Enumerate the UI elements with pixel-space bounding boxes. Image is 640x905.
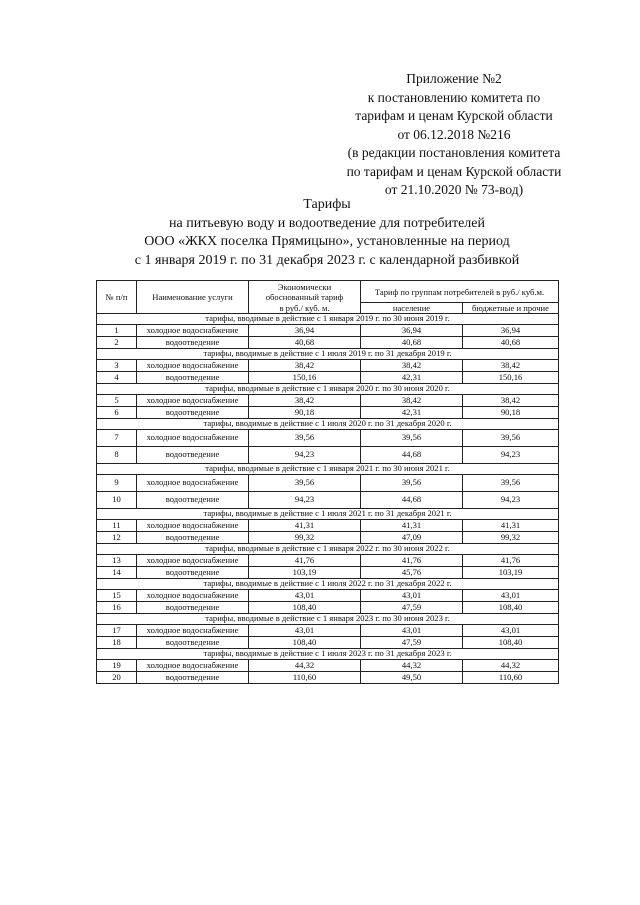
table-row [97, 625, 559, 637]
economic-tariff: 41,31 [249, 520, 361, 532]
header-economic-unit: в руб./ куб. м. [249, 303, 361, 314]
economic-tariff: 40,68 [249, 337, 361, 349]
economic-tariff: 94,23 [249, 492, 361, 509]
row-number: 18 [97, 637, 137, 649]
appendix-block [320, 70, 588, 200]
service-name: водоотведение [137, 407, 249, 419]
population-tariff: 43,01 [361, 590, 463, 602]
service-name: холодное водоснабжение [137, 520, 249, 532]
header-number: № п/п [97, 281, 137, 314]
population-tariff: 39,56 [361, 475, 463, 492]
period-row [97, 349, 559, 360]
economic-tariff: 108,40 [249, 602, 361, 614]
period-row [97, 419, 559, 430]
period-row [97, 614, 559, 625]
heading-line: с 1 января 2019 г. по 31 декабря 2023 г. с календарной разбивкой [134, 252, 520, 268]
table-row [97, 407, 559, 419]
economic-tariff: 44,32 [249, 660, 361, 672]
table-row [97, 395, 559, 407]
table-row [97, 337, 559, 349]
population-tariff: 38,42 [361, 360, 463, 372]
economic-tariff: 36,94 [249, 325, 361, 337]
economic-tariff: 38,42 [249, 395, 361, 407]
population-tariff: 41,31 [361, 520, 463, 532]
table-row [97, 555, 559, 567]
population-tariff: 45,76 [361, 567, 463, 579]
tariff-table-body [97, 314, 559, 684]
period-title: тарифы, вводимые в действие с 1 января 2020 г. по 30 июня 2020 г. [97, 384, 559, 395]
row-number: 6 [97, 407, 137, 419]
period-title: тарифы, вводимые в действие с 1 января 2021 г. по 30 июня 2021 г. [97, 464, 559, 475]
population-tariff: 36,94 [361, 325, 463, 337]
population-tariff: 49,50 [361, 672, 463, 684]
period-title: тарифы, вводимые в действие с 1 января 2019 г. по 30 июня 2019 г. [97, 314, 559, 325]
table-row [97, 430, 559, 447]
period-title: тарифы, вводимые в действие с 1 июля 2023 г. по 31 декабря 2023 г. [97, 649, 559, 660]
service-name: водоотведение [137, 567, 249, 579]
heading-title: Тарифы [303, 197, 351, 212]
service-name: водоотведение [137, 447, 249, 464]
economic-tariff: 108,40 [249, 637, 361, 649]
table-row [97, 567, 559, 579]
budget-tariff: 40,68 [463, 337, 559, 349]
population-tariff: 42,31 [361, 407, 463, 419]
service-name: холодное водоснабжение [137, 590, 249, 602]
budget-tariff: 41,76 [463, 555, 559, 567]
table-row [97, 660, 559, 672]
population-tariff: 44,68 [361, 447, 463, 464]
budget-tariff: 39,56 [463, 430, 559, 447]
population-tariff: 47,59 [361, 602, 463, 614]
budget-tariff: 99,32 [463, 532, 559, 544]
service-name: холодное водоснабжение [137, 475, 249, 492]
economic-tariff: 39,56 [249, 430, 361, 447]
table-row [97, 360, 559, 372]
row-number: 7 [97, 430, 137, 447]
row-number: 20 [97, 672, 137, 684]
budget-tariff: 44,32 [463, 660, 559, 672]
appendix-line: по тарифам и ценам Курской области [346, 163, 562, 179]
population-tariff: 44,32 [361, 660, 463, 672]
table-row [97, 590, 559, 602]
service-name: водоотведение [137, 532, 249, 544]
service-name: холодное водоснабжение [137, 625, 249, 637]
economic-tariff: 150,16 [249, 372, 361, 384]
period-row [97, 509, 559, 520]
row-number: 9 [97, 475, 137, 492]
budget-tariff: 103,19 [463, 567, 559, 579]
appendix-line: от 06.12.2018 №216 [397, 126, 511, 142]
budget-tariff: 43,01 [463, 590, 559, 602]
population-tariff: 47,09 [361, 532, 463, 544]
service-name: холодное водоснабжение [137, 660, 249, 672]
economic-tariff: 103,19 [249, 567, 361, 579]
row-number: 11 [97, 520, 137, 532]
period-title: тарифы, вводимые в действие с 1 июля 2019 г. по 31 декабря 2019 г. [97, 349, 559, 360]
row-number: 16 [97, 602, 137, 614]
budget-tariff: 38,42 [463, 360, 559, 372]
service-name: водоотведение [137, 637, 249, 649]
economic-tariff: 90,18 [249, 407, 361, 419]
economic-tariff: 41,76 [249, 555, 361, 567]
budget-tariff: 110,60 [463, 672, 559, 684]
table-row [97, 672, 559, 684]
period-title: тарифы, вводимые в действие с 1 января 2023 г. по 30 июня 2023 г. [97, 614, 559, 625]
row-number: 17 [97, 625, 137, 637]
period-title: тарифы, вводимые в действие с 1 июля 2022 г. по 31 декабря 2022 г. [97, 579, 559, 590]
row-number: 2 [97, 337, 137, 349]
service-name: холодное водоснабжение [137, 430, 249, 447]
row-number: 15 [97, 590, 137, 602]
population-tariff: 47,59 [361, 637, 463, 649]
period-title: тарифы, вводимые в действие с 1 июля 2020 г. по 31 декабря 2020 г. [97, 419, 559, 430]
appendix-line: от 21.10.2020 № 73-вод) [384, 182, 524, 197]
period-row [97, 464, 559, 475]
table-row [97, 325, 559, 337]
economic-tariff: 39,56 [249, 475, 361, 492]
economic-tariff: 99,32 [249, 532, 361, 544]
table-row [97, 520, 559, 532]
budget-tariff: 39,56 [463, 475, 559, 492]
row-number: 10 [97, 492, 137, 509]
economic-tariff: 110,60 [249, 672, 361, 684]
population-tariff: 43,01 [361, 625, 463, 637]
economic-tariff: 43,01 [249, 625, 361, 637]
row-number: 4 [97, 372, 137, 384]
service-name: водоотведение [137, 672, 249, 684]
table-row [97, 492, 559, 509]
budget-tariff: 108,40 [463, 637, 559, 649]
table-row [97, 532, 559, 544]
period-row [97, 384, 559, 395]
budget-tariff: 108,40 [463, 602, 559, 614]
population-tariff: 41,76 [361, 555, 463, 567]
budget-tariff: 94,23 [463, 492, 559, 509]
header-budget: бюджетные и прочие [463, 303, 559, 314]
header-population: население [361, 303, 463, 314]
period-row [97, 314, 559, 325]
budget-tariff: 43,01 [463, 625, 559, 637]
tariff-table [96, 280, 559, 684]
population-tariff: 44,68 [361, 492, 463, 509]
service-name: водоотведение [137, 602, 249, 614]
row-number: 1 [97, 325, 137, 337]
header-service-name: Наименование услуги [137, 281, 249, 314]
population-tariff: 40,68 [361, 337, 463, 349]
economic-tariff: 38,42 [249, 360, 361, 372]
service-name: холодное водоснабжение [137, 325, 249, 337]
row-number: 19 [97, 660, 137, 672]
table-row [97, 447, 559, 464]
row-number: 12 [97, 532, 137, 544]
appendix-line: к постановлению комитета по [367, 89, 541, 105]
budget-tariff: 150,16 [463, 372, 559, 384]
appendix-line: тарифам и ценам Курской области [355, 108, 553, 123]
heading-line: ООО «ЖКХ поселка Прямицыно», установленные на период [144, 234, 510, 249]
appendix-line: (в редакции постановления комитета [347, 145, 561, 160]
appendix-line: Приложение №2 [406, 71, 502, 86]
service-name: водоотведение [137, 337, 249, 349]
budget-tariff: 94,23 [463, 447, 559, 464]
service-name: водоотведение [137, 492, 249, 509]
table-row [97, 372, 559, 384]
period-row [97, 649, 559, 660]
period-row [97, 544, 559, 555]
table-row [97, 602, 559, 614]
budget-tariff: 41,31 [463, 520, 559, 532]
population-tariff: 38,42 [361, 395, 463, 407]
economic-tariff: 43,01 [249, 590, 361, 602]
budget-tariff: 38,42 [463, 395, 559, 407]
economic-tariff: 94,23 [249, 447, 361, 464]
row-number: 14 [97, 567, 137, 579]
row-number: 13 [97, 555, 137, 567]
document-heading [92, 196, 562, 270]
header-consumer-groups: Тариф по группам потребителей в руб./ куб.м. [361, 281, 559, 303]
header-economic-tariff: Экономически обоснованный тариф [249, 281, 361, 303]
row-number: 3 [97, 360, 137, 372]
period-row [97, 579, 559, 590]
budget-tariff: 36,94 [463, 325, 559, 337]
period-title: тарифы, вводимые в действие с 1 июля 2021 г. по 31 декабря 2021 г. [97, 509, 559, 520]
population-tariff: 39,56 [361, 430, 463, 447]
service-name: холодное водоснабжение [137, 395, 249, 407]
row-number: 5 [97, 395, 137, 407]
table-row [97, 475, 559, 492]
period-title: тарифы, вводимые в действие с 1 января 2022 г. по 30 июня 2022 г. [97, 544, 559, 555]
row-number: 8 [97, 447, 137, 464]
service-name: холодное водоснабжение [137, 360, 249, 372]
population-tariff: 42,31 [361, 372, 463, 384]
budget-tariff: 90,18 [463, 407, 559, 419]
table-row [97, 637, 559, 649]
service-name: холодное водоснабжение [137, 555, 249, 567]
heading-line: на питьевую воду и водоотведение для потребителей [169, 215, 485, 231]
service-name: водоотведение [137, 372, 249, 384]
